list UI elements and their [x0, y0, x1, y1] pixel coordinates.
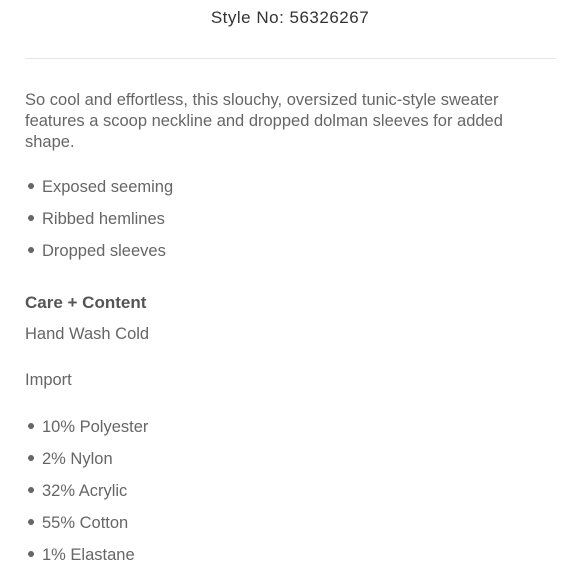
- material-text: 32% Acrylic: [42, 482, 128, 500]
- bullet-icon: [28, 183, 34, 189]
- bullet-icon: [28, 247, 34, 253]
- material-text: 55% Cotton: [42, 514, 129, 532]
- materials-list: [25, 411, 148, 571]
- bullet-icon: [28, 519, 34, 525]
- material-text: 10% Polyester: [42, 418, 149, 436]
- bullet-icon: [28, 487, 34, 493]
- list-item: [25, 507, 148, 539]
- bullet-icon: [28, 215, 34, 221]
- list-item: [25, 171, 173, 203]
- list-item: [25, 203, 173, 235]
- wash-instructions: Hand Wash Cold: [25, 325, 150, 343]
- list-item: [25, 539, 148, 571]
- section-divider: [25, 58, 556, 59]
- product-description: So cool and effortless, this slouchy, oversized tunic-style sweater features a scoop neckline and dropped dolman sleeves for added shape.: [25, 91, 503, 151]
- list-item: [25, 443, 148, 475]
- bullet-icon: [28, 551, 34, 557]
- list-item: [25, 235, 173, 267]
- list-item: [25, 411, 148, 443]
- feature-text: Exposed seeming: [42, 178, 174, 196]
- care-content-heading: Care + Content: [25, 293, 147, 312]
- style-number: Style No: 56326267: [210, 8, 370, 27]
- material-text: 2% Nylon: [42, 450, 113, 468]
- feature-list: [25, 171, 173, 267]
- bullet-icon: [28, 455, 34, 461]
- feature-text: Ribbed hemlines: [42, 210, 165, 228]
- bullet-icon: [28, 423, 34, 429]
- feature-text: Dropped sleeves: [42, 242, 166, 260]
- list-item: [25, 475, 148, 507]
- material-text: 1% Elastane: [42, 546, 135, 564]
- origin-text: Import: [25, 371, 72, 389]
